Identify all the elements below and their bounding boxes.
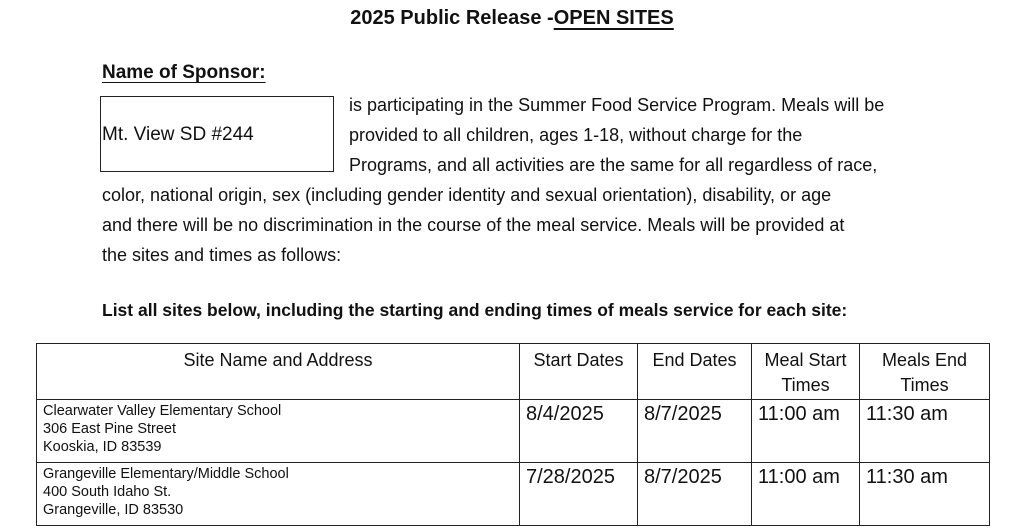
end-date-cell: 8/7/2025 <box>638 463 752 526</box>
start-date-cell: 7/28/2025 <box>520 463 638 526</box>
header-site: Site Name and Address <box>37 344 520 400</box>
header-meal-start <box>752 344 860 400</box>
header-meal-end-line2: Times <box>900 375 949 395</box>
end-date-cell: 8/7/2025 <box>638 400 752 463</box>
header-meal-start-line2: Times <box>781 375 830 395</box>
table-row <box>37 463 990 526</box>
sponsor-name: Mt. View SD #244 <box>102 124 254 145</box>
meal-end-cell: 11:30 am <box>860 400 990 463</box>
site-address-cell <box>37 400 520 463</box>
header-end-dates: End Dates <box>638 344 752 400</box>
site-name: Clearwater Valley Elementary School <box>43 403 282 419</box>
sites-table <box>36 343 990 526</box>
site-street: 400 South Idaho St. <box>43 484 172 500</box>
site-city: Grangeville, ID 83530 <box>43 502 184 518</box>
site-city: Kooskia, ID 83539 <box>43 439 162 455</box>
header-meal-end <box>860 344 990 400</box>
start-date-cell: 8/4/2025 <box>520 400 638 463</box>
site-address-cell <box>37 463 520 526</box>
table-row <box>37 400 990 463</box>
title-prefix: 2025 Public Release - <box>350 7 554 29</box>
meal-end-cell: 11:30 am <box>860 463 990 526</box>
site-street: 306 East Pine Street <box>43 421 176 437</box>
list-heading: List all sites below, including the starting and ending times of meals service for each site: <box>102 300 848 320</box>
header-meal-end-line1: Meals End <box>881 350 968 370</box>
document-title <box>0 7 1024 30</box>
header-start-dates: Start Dates <box>520 344 638 400</box>
site-name: Grangeville Elementary/Middle School <box>43 466 289 482</box>
paragraph-line: Programs, and all activities are the same for all regardless of race, <box>349 155 878 175</box>
paragraph-line: provided to all children, ages 1-18, without charge for the <box>349 125 803 145</box>
meal-start-cell: 11:00 am <box>752 400 860 463</box>
title-emphasis: OPEN SITES <box>553 7 674 29</box>
paragraph-line: the sites and times as follows: <box>102 245 342 265</box>
sponsor-label: Name of Sponsor: <box>102 62 266 83</box>
table-header-row <box>37 344 990 400</box>
paragraph-line: and there will be no discrimination in the course of the meal service. Meals will be provided at <box>102 215 845 235</box>
paragraph-line: color, national origin, sex (including gender identity and sexual orientation), disability, or age <box>102 185 832 205</box>
paragraph-line: is participating in the Summer Food Service Program. Meals will be <box>349 95 885 115</box>
meal-start-cell: 11:00 am <box>752 463 860 526</box>
header-meal-start-line1: Meal Start <box>764 350 847 370</box>
